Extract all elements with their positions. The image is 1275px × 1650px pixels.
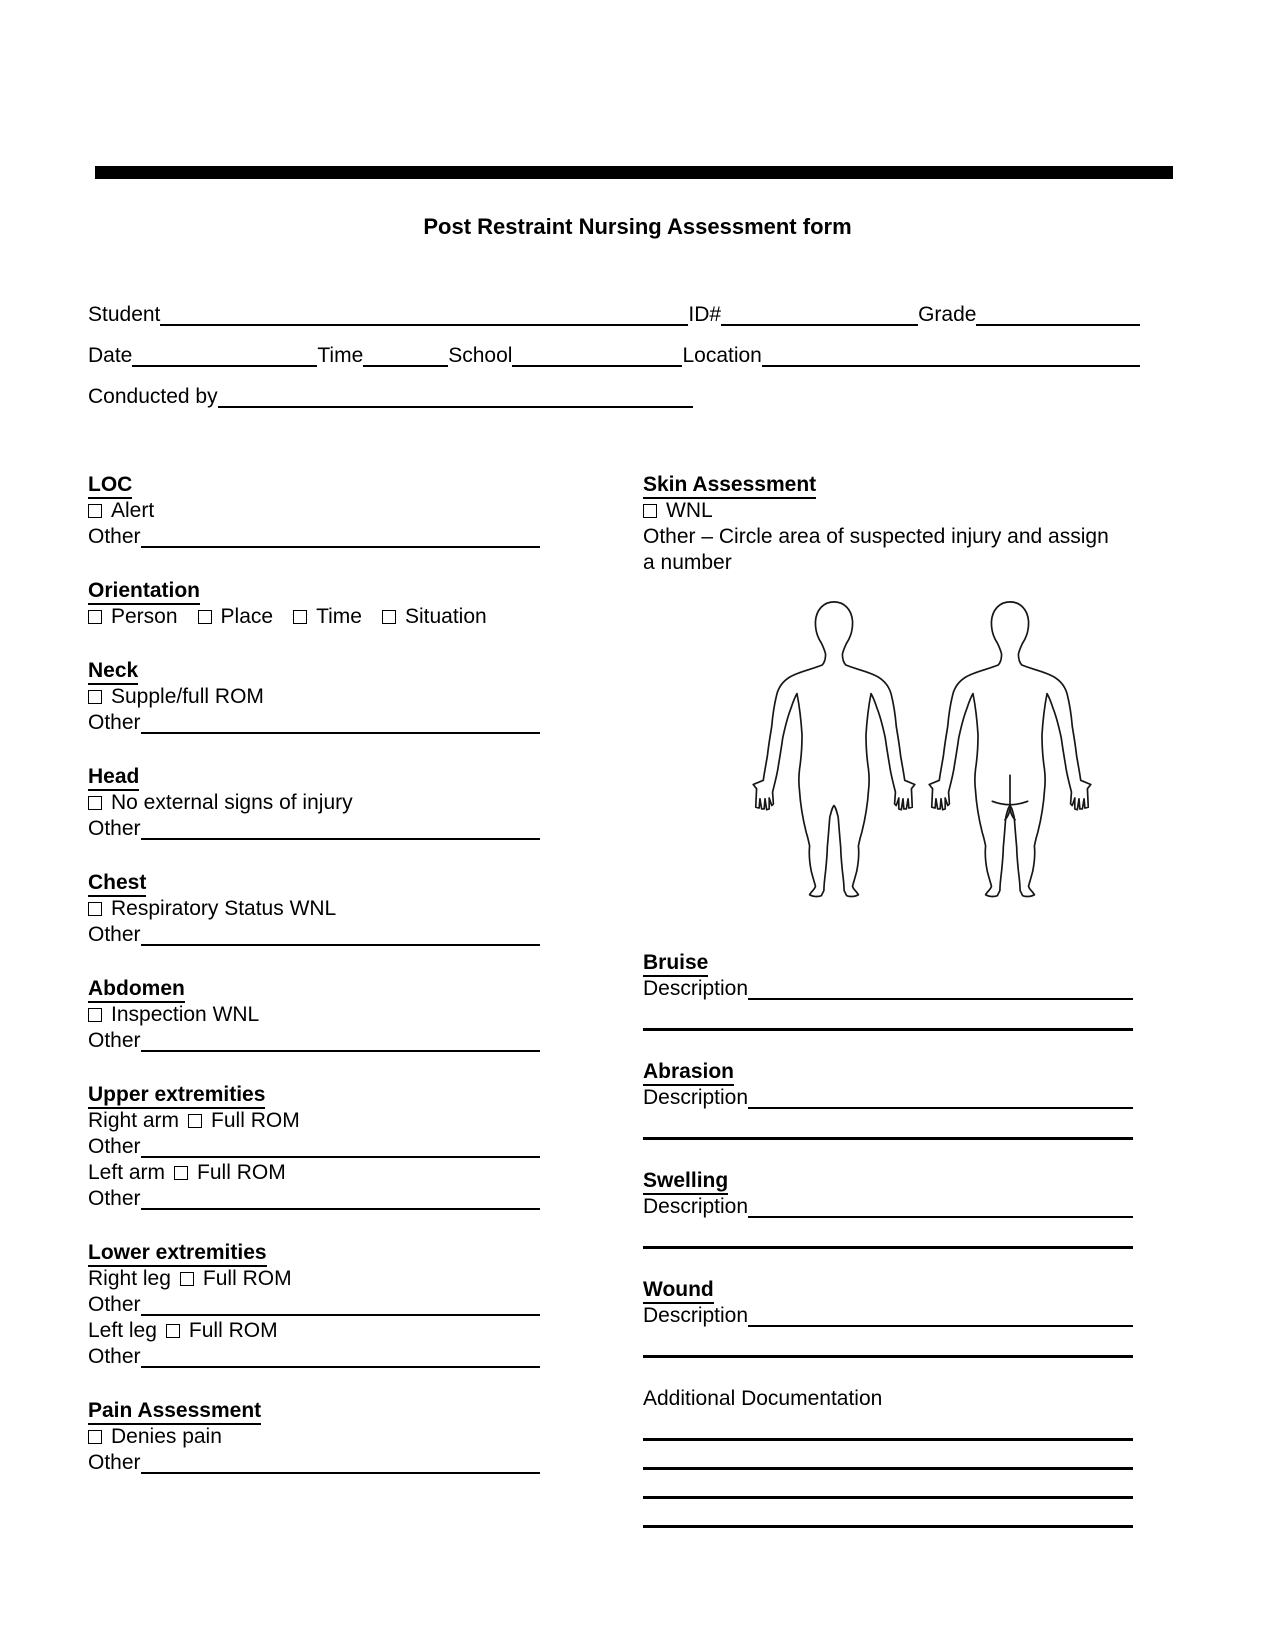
right-arm-row	[88, 1108, 540, 1134]
neck-check-row	[88, 684, 540, 710]
denies-pain-row	[88, 1424, 540, 1450]
chest-other-row	[88, 922, 540, 948]
time-label: Time	[317, 344, 364, 367]
checkbox-skin-wnl[interactable]	[643, 504, 657, 518]
student-field-line[interactable]	[160, 320, 688, 326]
loc-alert-row	[88, 498, 540, 524]
bruise-description-label: Description	[643, 977, 749, 1000]
conducted-by-row	[88, 382, 1140, 410]
upper-extremities-heading: Upper extremities	[88, 1083, 265, 1109]
left-arm-label: Left arm	[88, 1161, 166, 1184]
abrasion-heading: Abrasion	[643, 1060, 734, 1086]
checkbox-alert[interactable]	[88, 504, 102, 518]
right-arm-other-line[interactable]	[141, 1152, 540, 1158]
abrasion-description-row	[643, 1085, 1133, 1111]
additional-doc-line-3[interactable]	[643, 1470, 1133, 1499]
person-label: Person	[111, 605, 178, 628]
wound-description-label: Description	[643, 1304, 749, 1327]
denies-pain-label: Denies pain	[111, 1425, 222, 1448]
location-field-line[interactable]	[762, 361, 1140, 367]
checkbox-place[interactable]	[198, 610, 212, 624]
right-leg-other-label: Other	[88, 1293, 141, 1316]
pain-other-label: Other	[88, 1451, 141, 1474]
neck-other-label: Other	[88, 711, 141, 734]
swelling-extra-line[interactable]	[643, 1220, 1133, 1249]
right-leg-full-rom-label: Full ROM	[202, 1267, 292, 1290]
head-check-row	[88, 790, 540, 816]
skin-other-note: Other – Circle area of suspected injury and assign a number	[643, 525, 1109, 574]
head-other-row	[88, 816, 540, 842]
head-other-line[interactable]	[141, 834, 540, 840]
left-arm-other-row	[88, 1186, 540, 1212]
bruise-heading: Bruise	[643, 951, 708, 977]
section-neck	[88, 658, 540, 736]
abrasion-extra-line[interactable]	[643, 1111, 1133, 1140]
student-row	[88, 300, 1140, 328]
bruise-description-line[interactable]	[748, 994, 1133, 1000]
supple-full-rom-label: Supple/full ROM	[111, 685, 264, 708]
section-swelling	[643, 1168, 1133, 1249]
conducted-by-label: Conducted by	[88, 385, 218, 408]
abdomen-heading: Abdomen	[88, 977, 185, 1003]
checkbox-supple-full-rom[interactable]	[88, 690, 102, 704]
right-leg-row	[88, 1266, 540, 1292]
location-label: Location	[682, 344, 762, 367]
head-other-label: Other	[88, 817, 141, 840]
situation-label: Situation	[404, 605, 487, 628]
wound-description-row	[643, 1303, 1133, 1329]
checkbox-person[interactable]	[88, 610, 102, 624]
abrasion-description-label: Description	[643, 1086, 749, 1109]
checkbox-no-external-signs[interactable]	[88, 796, 102, 810]
section-skin-assessment	[643, 472, 1133, 576]
pain-other-row	[88, 1450, 540, 1476]
swelling-heading: Swelling	[643, 1169, 728, 1195]
section-lower-extremities	[88, 1240, 540, 1370]
skin-wnl-row	[643, 498, 1133, 524]
checkbox-time[interactable]	[293, 610, 307, 624]
loc-other-row	[88, 524, 540, 550]
right-leg-other-row	[88, 1292, 540, 1318]
body-outline-front-icon[interactable]	[749, 576, 919, 924]
chest-other-label: Other	[88, 923, 141, 946]
student-label: Student	[88, 303, 161, 326]
neck-other-line[interactable]	[141, 728, 540, 734]
lower-extremities-heading: Lower extremities	[88, 1241, 267, 1267]
section-abdomen	[88, 976, 540, 1054]
top-divider-bar	[95, 166, 1173, 179]
checkbox-right-leg-full-rom[interactable]	[180, 1272, 194, 1286]
alert-label: Alert	[111, 499, 155, 522]
section-bruise	[643, 950, 1133, 1031]
orientation-heading: Orientation	[88, 579, 200, 605]
conducted-by-field-line[interactable]	[218, 402, 693, 408]
swelling-description-row	[643, 1194, 1133, 1220]
checkbox-situation[interactable]	[382, 610, 396, 624]
pain-assessment-heading: Pain Assessment	[88, 1399, 261, 1425]
abdomen-other-row	[88, 1028, 540, 1054]
right-leg-label: Right leg	[88, 1267, 171, 1290]
section-head	[88, 764, 540, 842]
chest-other-line[interactable]	[141, 940, 540, 946]
body-outline-back-icon[interactable]	[925, 576, 1095, 924]
left-leg-other-line[interactable]	[141, 1362, 540, 1368]
abdomen-check-row	[88, 1002, 540, 1028]
left-column	[88, 472, 540, 1476]
skin-assessment-heading: Skin Assessment	[643, 473, 816, 499]
school-label: School	[448, 344, 513, 367]
left-leg-label: Left leg	[88, 1319, 157, 1342]
grade-field-line[interactable]	[976, 320, 1140, 326]
checkbox-inspection-wnl[interactable]	[88, 1008, 102, 1022]
left-arm-row	[88, 1160, 540, 1186]
right-leg-other-line[interactable]	[141, 1310, 540, 1316]
no-external-signs-label: No external signs of injury	[111, 791, 353, 814]
chest-check-row	[88, 896, 540, 922]
left-leg-other-row	[88, 1344, 540, 1370]
section-loc	[88, 472, 540, 550]
loc-other-label: Other	[88, 525, 141, 548]
id-label: ID#	[688, 303, 722, 326]
grade-label: Grade	[918, 303, 977, 326]
loc-other-line[interactable]	[141, 542, 540, 548]
bruise-extra-line[interactable]	[643, 1002, 1133, 1031]
pain-other-line[interactable]	[141, 1468, 540, 1474]
left-leg-other-label: Other	[88, 1345, 141, 1368]
neck-heading: Neck	[88, 659, 138, 685]
left-arm-other-line[interactable]	[141, 1204, 540, 1210]
head-heading: Head	[88, 765, 139, 791]
swelling-description-label: Description	[643, 1195, 749, 1218]
left-arm-full-rom-label: Full ROM	[197, 1161, 286, 1184]
right-arm-full-rom-label: Full ROM	[211, 1109, 300, 1132]
date-field-line[interactable]	[132, 361, 317, 367]
time-check-label: Time	[316, 605, 362, 628]
id-field-line[interactable]	[721, 320, 918, 326]
right-column	[643, 472, 1133, 1528]
section-abrasion	[643, 1059, 1133, 1140]
additional-documentation-label: Additional Documentation	[643, 1387, 883, 1410]
additional-doc-line-1[interactable]	[643, 1412, 1133, 1441]
place-label: Place	[220, 605, 274, 628]
checkbox-denies-pain[interactable]	[88, 1430, 102, 1444]
wound-heading: Wound	[643, 1278, 714, 1304]
checkbox-right-arm-full-rom[interactable]	[188, 1114, 202, 1128]
section-pain-assessment	[88, 1398, 540, 1476]
bruise-description-row	[643, 976, 1133, 1002]
left-arm-other-label: Other	[88, 1187, 141, 1210]
section-chest	[88, 870, 540, 948]
right-arm-other-row	[88, 1134, 540, 1160]
abdomen-other-line[interactable]	[141, 1046, 540, 1052]
section-orientation	[88, 578, 540, 630]
wound-extra-line[interactable]	[643, 1329, 1133, 1358]
checkbox-left-arm-full-rom[interactable]	[174, 1166, 188, 1180]
respiratory-wnl-label: Respiratory Status WNL	[111, 897, 337, 920]
right-arm-label: Right arm	[88, 1109, 180, 1132]
chest-heading: Chest	[88, 871, 146, 897]
abrasion-description-line[interactable]	[748, 1103, 1133, 1109]
orientation-checks-row	[88, 604, 540, 630]
page-title: Post Restraint Nursing Assessment form	[423, 214, 852, 239]
left-leg-row	[88, 1318, 540, 1344]
right-arm-other-label: Other	[88, 1135, 141, 1158]
time-field-line[interactable]	[363, 361, 448, 367]
body-diagram[interactable]	[643, 576, 1133, 924]
skin-wnl-label: WNL	[666, 499, 713, 522]
school-field-line[interactable]	[512, 361, 682, 367]
header-fields	[88, 300, 1140, 423]
checkbox-respiratory-wnl[interactable]	[88, 902, 102, 916]
additional-doc-line-4[interactable]	[643, 1499, 1133, 1528]
neck-other-row	[88, 710, 540, 736]
section-additional-documentation	[643, 1386, 1133, 1528]
section-upper-extremities	[88, 1082, 540, 1212]
section-wound	[643, 1277, 1133, 1358]
left-leg-full-rom-label: Full ROM	[188, 1319, 278, 1342]
checkbox-left-leg-full-rom[interactable]	[166, 1324, 180, 1338]
inspection-wnl-label: Inspection WNL	[111, 1003, 260, 1026]
wound-description-line[interactable]	[748, 1321, 1133, 1327]
loc-heading: LOC	[88, 473, 132, 499]
swelling-description-line[interactable]	[748, 1212, 1133, 1218]
date-row	[88, 341, 1140, 369]
date-label: Date	[88, 344, 133, 367]
additional-doc-line-2[interactable]	[643, 1441, 1133, 1470]
abdomen-other-label: Other	[88, 1029, 141, 1052]
